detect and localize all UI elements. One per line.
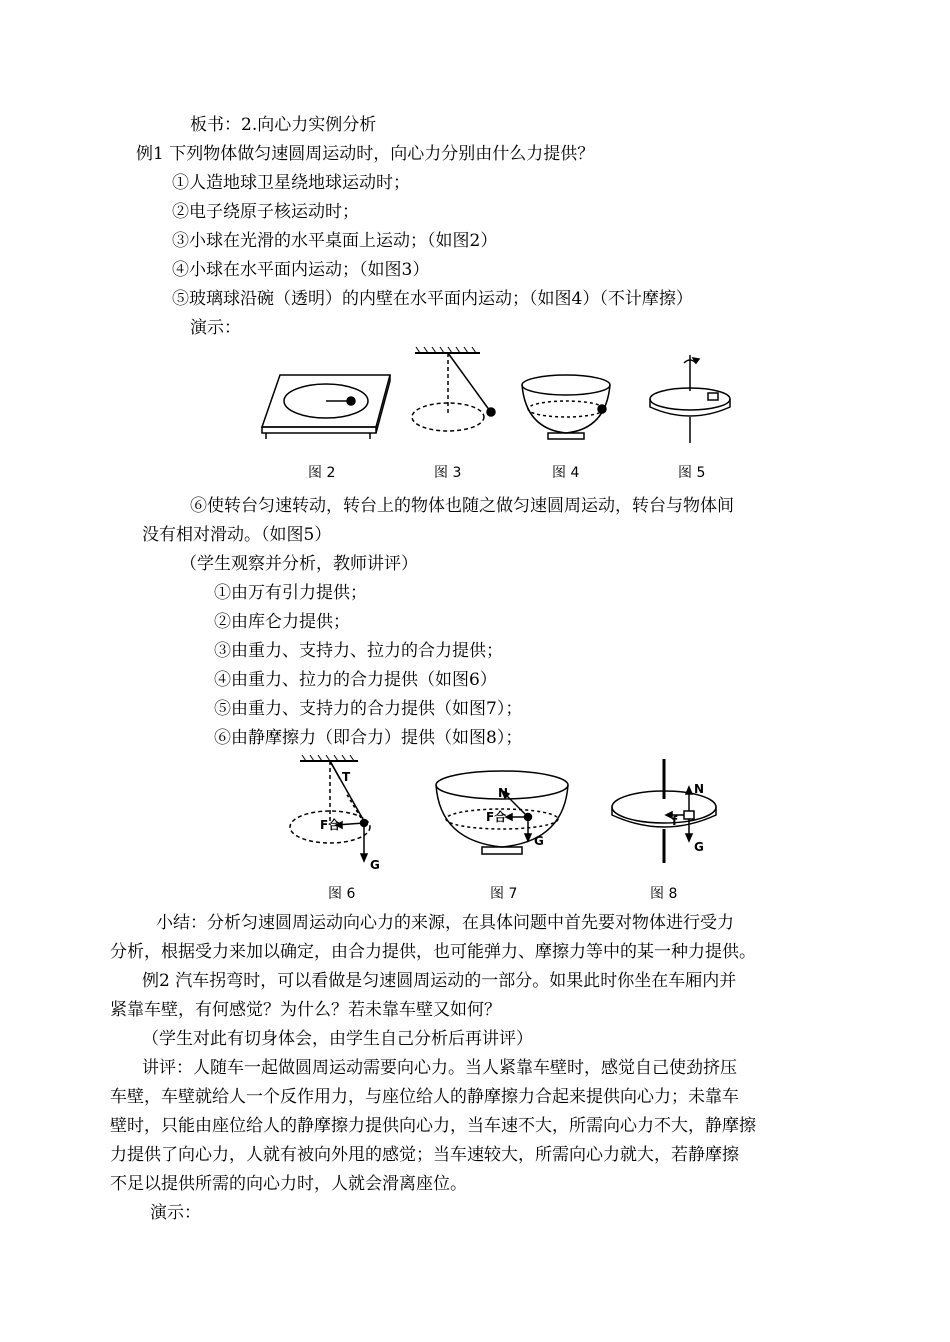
example1-question: 例1 下列物体做匀速圆周运动时，向心力分别由什么力提供？ (136, 144, 595, 164)
example1-item-6-line-2: 没有相对滑动。（如图5） (142, 525, 332, 545)
figure-6-label-f-he: F合 (320, 818, 341, 832)
commentary-line-2: 车壁，车壁就给人一个反作用力，与座位给人的静摩擦力合起来提供向心力；未靠车 (110, 1087, 739, 1107)
figure-3-caption: 图 3 (434, 465, 462, 481)
figure-2-caption: 图 2 (308, 465, 336, 481)
summary-line-2: 分析，根据受力来加以确定，由合力提供，也可能弹力、摩擦力等中的某一种力提供。 (110, 942, 756, 962)
commentary-line-1: 讲评：人随车一起做圆周运动需要向心力。当人紧靠车壁时，感觉自己使劲挤压 (142, 1058, 737, 1078)
figure-7-caption: 图 7 (490, 886, 518, 902)
figure-6-pendulum-forces (290, 755, 370, 861)
figure-8-caption: 图 8 (650, 886, 678, 902)
example1-item-6-line-1: ⑥使转台匀速转动，转台上的物体也随之做匀速圆周运动，转台与物体间 (190, 496, 734, 516)
example1-item-3: ③小球在光滑的水平桌面上运动；（如图2） (172, 231, 498, 251)
example2-note: （学生对此有切身体会，由学生自己分析后再讲评） (142, 1029, 533, 1049)
figure-7-label-n: N (498, 786, 509, 800)
example1-item-2: ②电子绕原子核运动时； (172, 202, 359, 222)
answer-3: ③由重力、支持力、拉力的合力提供； (214, 641, 503, 661)
commentary-line-3: 壁时，只能由座位给人的静摩擦力提供向心力，当车速不大，所需向心力不大，静摩擦 (110, 1116, 756, 1136)
figure-7-label-f-he: F合 (486, 810, 507, 824)
figure-5-caption: 图 5 (678, 465, 706, 481)
example1-item-1: ①人造地球卫星绕地球运动时； (172, 173, 410, 193)
figure-6-label-g: G (370, 858, 380, 872)
figure-2-ball (347, 397, 355, 405)
answer-5: ⑤由重力、支持力的合力提供（如图7）； (214, 699, 523, 719)
figure-4-bowl (522, 375, 610, 439)
figure-4-caption: 图 4 (552, 465, 580, 481)
figure-3-ball (487, 408, 495, 416)
answer-6: ⑥由静摩擦力（即合力）提供（如图8）； (214, 728, 523, 748)
figure-row-2 (280, 755, 720, 905)
example1-item-4: ④小球在水平面内运动；（如图3） (172, 260, 430, 280)
figure-7-ball (525, 814, 532, 821)
figure-8-label-f: f (672, 814, 678, 828)
example1-analysis-note: （学生观察并分析，教师讲评） (180, 554, 418, 574)
answer-2: ②由库仑力提供； (214, 612, 350, 632)
figure-8-label-n: N (694, 782, 705, 796)
board-heading: 板书：2.向心力实例分析 (190, 115, 377, 135)
answer-1: ①由万有引力提供； (214, 583, 367, 603)
figure-8-label-g: G (694, 840, 704, 854)
figure-6-label-t: T (342, 770, 351, 784)
figure-row-1 (250, 345, 760, 485)
figure-5-turntable (650, 355, 730, 443)
figure-6-ball (361, 820, 368, 827)
example1-item-5: ⑤玻璃球沿碗（透明）的内壁在水平面内运动；（如图4）（不计摩擦） (172, 289, 693, 309)
figure-4-ball (598, 405, 606, 413)
figure-2-table (262, 375, 390, 439)
commentary-line-5: 不足以提供所需的向心力时，人就会滑离座位。 (110, 1174, 467, 1194)
figure-6-caption: 图 6 (328, 886, 356, 902)
example2-demo-label: 演示： (150, 1203, 201, 1223)
commentary-line-4: 力提供了向心力，人就有被向外甩的感觉；当车速较大，所需向心力就大，若静摩擦 (110, 1145, 739, 1165)
example2-line-2: 紧靠车壁，有何感觉？为什么？若未靠车壁又如何？ (110, 1000, 501, 1020)
example1-demo-label: 演示： (190, 318, 241, 338)
figure-3-pendulum (412, 347, 490, 431)
figure-7-label-g: G (534, 834, 544, 848)
answer-4: ④由重力、拉力的合力提供（如图6） (214, 670, 497, 690)
summary-line-1: 小结：分析匀速圆周运动向心力的来源，在具体问题中首先要对物体进行受力 (156, 913, 734, 933)
example2-line-1: 例2 汽车拐弯时，可以看做是匀速圆周运动的一部分。如果此时你坐在车厢内并 (142, 971, 737, 991)
